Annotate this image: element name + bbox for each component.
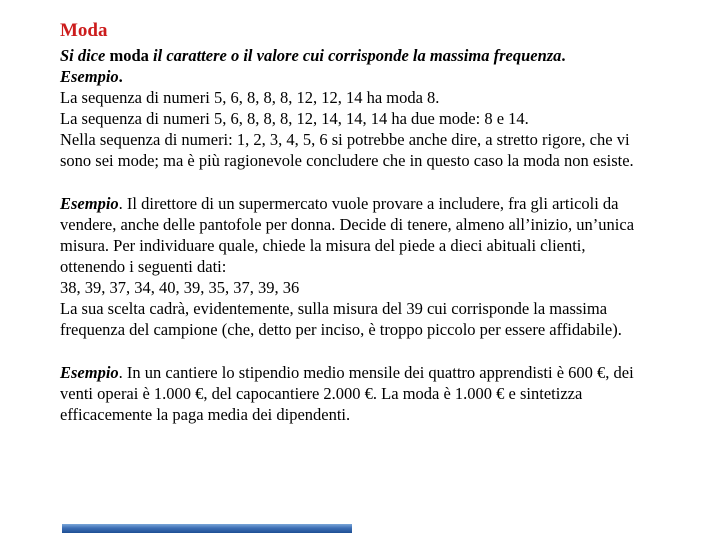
- text-run: frequenza del campione (che, detto per inciso, è troppo piccolo per essere affidabile).: [60, 320, 622, 339]
- text-line: [60, 108, 666, 129]
- text-line: [60, 383, 666, 404]
- page-title: Moda: [60, 20, 108, 41]
- text-run: 38, 39, 37, 34, 40, 39, 35, 37, 39, 36: [60, 278, 300, 297]
- text-run: venti operai è 1.000 €, del capocantiere 2.000 €. La moda è 1.000 € e sintetizza: [60, 384, 583, 403]
- paragraph: [60, 362, 666, 425]
- text-run: efficacemente la paga media dei dipendenti.: [60, 405, 351, 424]
- text-run: Esempio: [60, 194, 119, 213]
- text-line: [60, 214, 666, 235]
- bottom-accent-bar: [62, 524, 352, 533]
- text-line: [60, 66, 666, 87]
- text-run: La sequenza di numeri 5, 6, 8, 8, 8, 12, 14, 14, 14 ha due mode: 8 e 14.: [60, 109, 529, 128]
- text-line: [60, 87, 666, 108]
- text-line: [60, 298, 666, 319]
- text-run: sono sei mode; ma è più ragionevole concludere che in questo caso la moda non esiste.: [60, 151, 634, 170]
- text-line: [60, 150, 666, 171]
- text-line: [60, 277, 666, 298]
- text-line: [60, 193, 666, 214]
- text-line: [60, 235, 666, 256]
- text-run: il carattere o il valore cui corrisponde la massima frequenza: [153, 46, 562, 65]
- text-line: [60, 129, 666, 150]
- paragraph: [60, 45, 666, 171]
- text-run: ottenendo i seguenti dati:: [60, 257, 227, 276]
- text-line: [60, 319, 666, 340]
- text-run: moda: [109, 46, 154, 65]
- text-line: [60, 404, 666, 425]
- text-line: [60, 256, 666, 277]
- text-run: vendere, anche delle pantofole per donna. Decide di tenere, almeno all’inizio, un’unica: [60, 215, 635, 234]
- text-run: Si dice: [60, 46, 110, 65]
- text-run: Nella sequenza di numeri: 1, 2, 3, 4, 5, 6 si potrebbe anche dire, a stretto rigore, che vi: [60, 130, 630, 149]
- text-run: La sua scelta cadrà, evidentemente, sulla misura del 39 cui corrisponde la massima: [60, 299, 608, 318]
- paragraph: [60, 193, 666, 340]
- text-run: La sequenza di numeri 5, 6, 8, 8, 8, 12, 12, 14 ha moda 8.: [60, 88, 440, 107]
- text-run: . Il direttore di un supermercato vuole provare a includere, fra gli articoli da: [118, 194, 619, 213]
- text-run: misura. Per individuare quale, chiede la misura del piede a dieci abituali clienti,: [60, 236, 586, 255]
- text-run: Esempio: [60, 363, 119, 382]
- text-run: . In un cantiere lo stipendio medio mensile dei quattro apprendisti è 600 €, dei: [118, 363, 634, 382]
- document-body: [60, 45, 666, 425]
- text-line: [60, 45, 666, 66]
- text-run: .: [118, 67, 123, 86]
- text-run: Esempio: [60, 67, 119, 86]
- text-run: .: [561, 46, 566, 65]
- text-line: [60, 362, 666, 383]
